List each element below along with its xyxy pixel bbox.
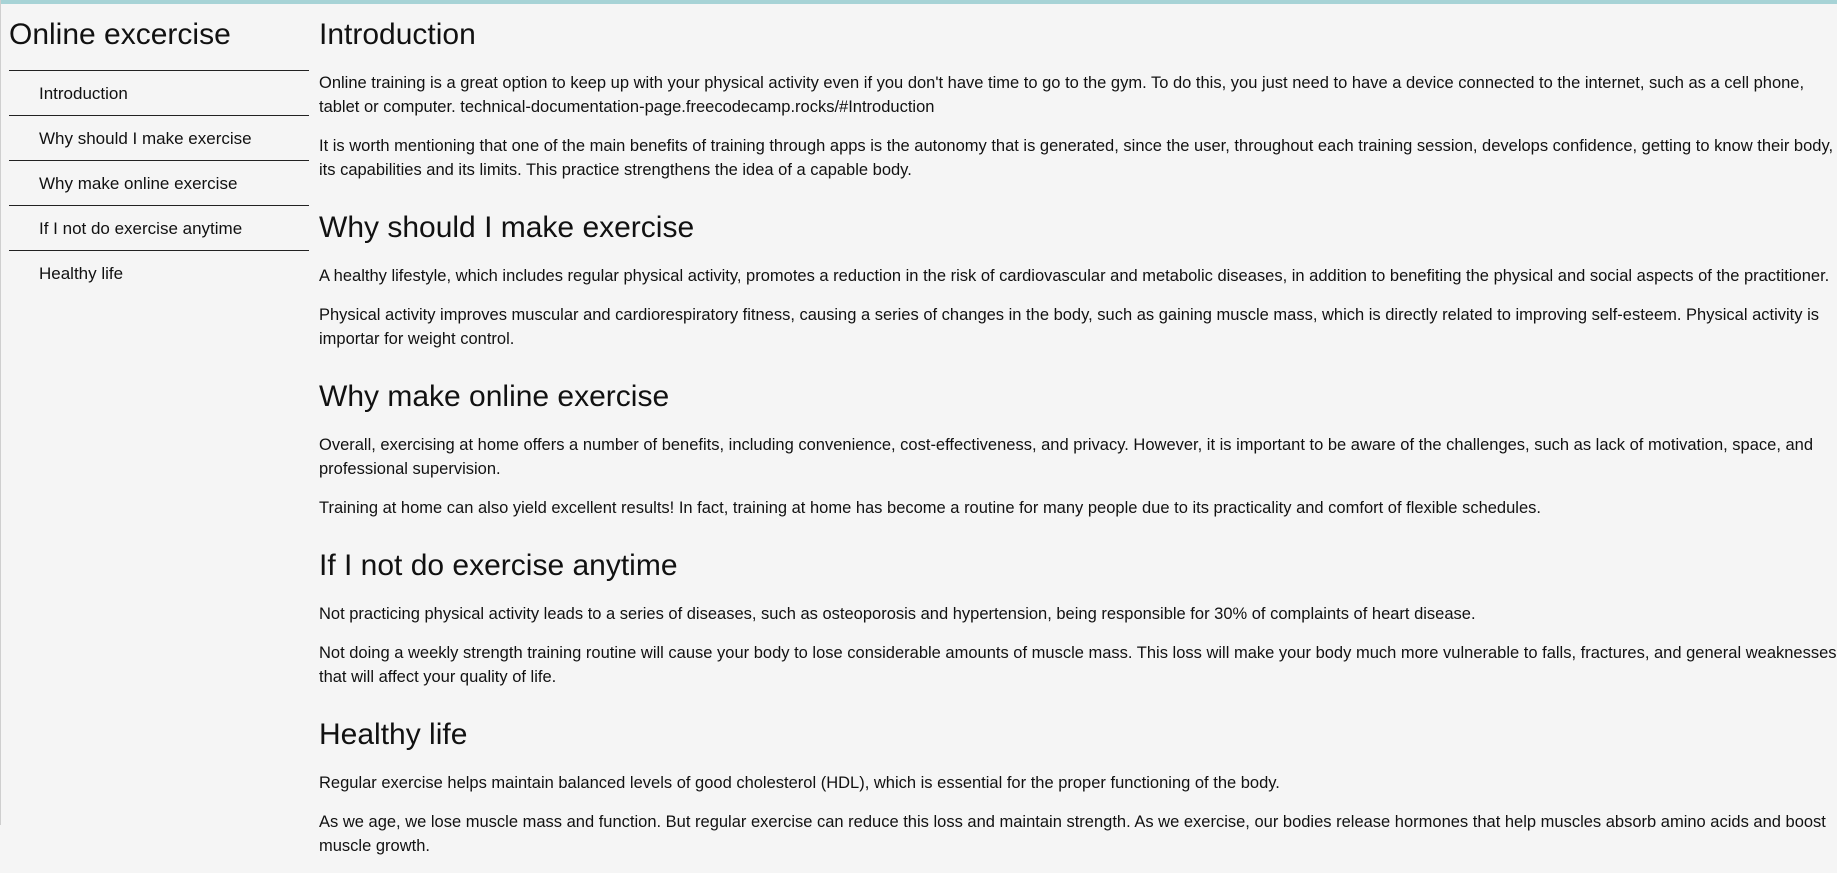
nav-link-why-should-i-make-exercise[interactable]: Why should I make exercise <box>9 115 309 160</box>
nav-item <box>9 205 309 250</box>
nav-link-introduction[interactable]: Introduction <box>9 70 309 115</box>
section-paragraph: Regular exercise helps maintain balanced levels of good cholesterol (HDL), which is essential for the proper functioning of the body. <box>319 774 1280 792</box>
section-why-should-i-make-exercise <box>319 197 1837 351</box>
section-paragraph: Training at home can also yield excellent results! In fact, training at home has become a routine for many people due to its practicality and comfort of flexible schedules. <box>319 499 1541 517</box>
section-introduction <box>319 4 1837 182</box>
section-paragraph: A healthy lifestyle, which includes regular physical activity, promotes a reduction in the risk of cardiovascular and metabolic diseases, in addition to benefiting the physical and social aspects of the practitioner. <box>319 267 1830 285</box>
left-edge-border <box>0 0 1 825</box>
section-healthy-life <box>319 704 1837 858</box>
section-paragraph: Not practicing physical activity leads to a series of diseases, such as osteoporosis and hypertension, being responsible for 30% of complaints of heart disease. <box>319 605 1476 623</box>
section-paragraph: Overall, exercising at home offers a number of benefits, including convenience, cost-effectiveness, and privacy. However, it is important to be aware of the challenges, such as lack of motivation, space, and professional supervision. <box>319 436 1814 478</box>
section-heading: Introduction <box>319 18 476 51</box>
nav-link-why-make-online-exercise[interactable]: Why make online exercise <box>9 160 309 205</box>
nav-item <box>9 160 309 205</box>
section-heading: Why should I make exercise <box>319 211 695 244</box>
navbar <box>9 4 309 295</box>
main-doc <box>319 4 1837 873</box>
section-why-make-online-exercise <box>319 366 1837 520</box>
section-paragraph: It is worth mentioning that one of the main benefits of training through apps is the autonomy that is generated, since the user, throughout each training session, develops confidence, getting to know their body, its capabilities and its limits. This practice strengthens the idea of a capable body. <box>319 137 1834 179</box>
navbar-title: Online excercise <box>9 18 231 51</box>
nav-link-if-i-not-do-exercise-anytime[interactable]: If I not do exercise anytime <box>9 205 309 250</box>
section-heading: Why make online exercise <box>319 380 670 413</box>
section-if-i-not-do-exercise-anytime <box>319 535 1837 689</box>
nav-item <box>9 70 309 115</box>
section-paragraph: As we age, we lose muscle mass and function. But regular exercise can reduce this loss and maintain strength. As we exercise, our bodies release hormones that help muscles absorb amino acids and boost muscle growth. <box>319 813 1826 855</box>
nav-link-healthy-life[interactable]: Healthy life <box>9 250 309 295</box>
nav-list <box>9 70 309 295</box>
nav-item <box>9 250 309 295</box>
section-paragraph: Physical activity improves muscular and cardiorespiratory fitness, causing a series of changes in the body, such as gaining muscle mass, which is directly related to improving self-esteem. Physical activity is importar for weight control. <box>319 306 1819 348</box>
section-paragraph: Not doing a weekly strength training routine will cause your body to lose considerable amounts of muscle mass. This loss will make your body much more vulnerable to falls, fractures, and general weaknesses that will affect your quality of life. <box>319 644 1837 686</box>
section-paragraph: Online training is a great option to keep up with your physical activity even if you don't have time to go to the gym. To do this, you just need to have a device connected to the internet, such as a cell phone, tablet or computer. technical-documentation-page.freecodecamp.rocks/#Introduction <box>319 74 1805 116</box>
nav-item <box>9 115 309 160</box>
section-heading: If I not do exercise anytime <box>319 549 678 582</box>
section-heading: Healthy life <box>319 718 468 751</box>
